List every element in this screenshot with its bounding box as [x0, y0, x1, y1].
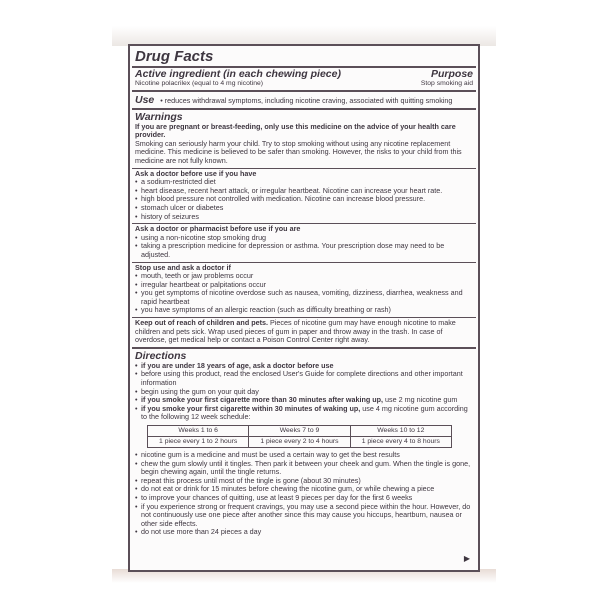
list-item: • before using this product, read the enclosed User's Guide for complete directions and other important information: [135, 370, 473, 387]
directions-more-list: [135, 451, 473, 537]
table-cell: 1 piece every 4 to 8 hours: [350, 437, 451, 448]
list-item: • heart disease, recent heart attack, or irregular heartbeat. Nicotine can increase your heart rate.: [135, 187, 473, 196]
table-cell: 1 piece every 1 to 2 hours: [148, 437, 249, 448]
list-item: • do not eat or drink for 15 minutes before chewing the nicotine gum, or while chewing a piece: [135, 485, 473, 494]
drug-facts-panel: [128, 44, 480, 572]
table-cell: 1 piece every 2 to 4 hours: [249, 437, 350, 448]
ask-doctor-list: [135, 178, 473, 221]
ingredient-text: Nicotine polacrilex (equal to 4 mg nicotine): [135, 80, 264, 87]
list-item: • if you experience strong or frequent cravings, you may use a second piece within the hour. However, do not continuously use one piece after another since this may cause you hiccups, heartburn, nausea or other side effects.: [135, 503, 473, 529]
keep-out-text: Pieces of nicotine gum may have enough nicotine to make children and pets sick. Wrap used pieces of gum in paper and throw away in the trash. In case of overdose, get medical help or contact a Poison Control Center right away.: [135, 318, 456, 345]
list-item: • you get symptoms of nicotine overdose such as nausea, vomiting, dizziness, diarrhea, weakness and rapid heartbeat: [135, 289, 473, 306]
table-cell: Weeks 1 to 6: [148, 426, 249, 437]
stop-use-heading: Stop use and ask a doctor if: [135, 262, 231, 272]
directions-heading: Directions: [135, 349, 187, 362]
purpose-text: Stop smoking aid: [420, 80, 473, 87]
dosing-schedule-table: [147, 425, 452, 448]
ask-doctor-section: [135, 169, 473, 224]
use-section: [135, 92, 473, 108]
table-cell: Weeks 7 to 9: [249, 426, 350, 437]
use-text-row: • reduces withdrawal symptoms, including nicotine craving, associated with quitting smoking: [160, 95, 453, 105]
list-item: • do not use more than 24 pieces a day: [135, 528, 473, 537]
pregnant-warning-bold: If you are pregnant or breast-feeding, only use this medicine on the advice of your health care provider.: [135, 121, 456, 140]
active-ingredient-header: [135, 68, 473, 80]
warnings-section: [135, 110, 473, 168]
table-cell: Weeks 10 to 12: [350, 426, 451, 437]
ask-pharmacist-section: [135, 224, 473, 261]
list-item: • a sodium-restricted diet: [135, 178, 473, 187]
directions-list: [135, 362, 473, 422]
box-top-shadow: [112, 26, 496, 46]
table-row: [148, 426, 452, 437]
pregnant-warning-text: Smoking can seriously harm your child. Try to stop smoking without using any nicotine replacement medicine. This medicine is believed to be safer than smoking. However, the risks to your child from this medicine are not fully known.: [135, 138, 462, 165]
ask-doctor-heading: Ask a doctor before use if you have: [135, 168, 257, 178]
list-item: • stomach ulcer or diabetes: [135, 204, 473, 213]
drug-facts-title: Drug Facts: [135, 48, 214, 65]
stop-use-list: [135, 272, 473, 315]
list-item: • if you are under 18 years of age, ask a doctor before use: [135, 362, 473, 371]
use-heading: Use: [135, 93, 155, 106]
list-item: • nicotine gum is a medicine and must be used a certain way to get the best results: [135, 451, 473, 460]
list-item: • history of seizures: [135, 213, 473, 222]
ask-pharmacist-heading: Ask a doctor or pharmacist before use if you are: [135, 224, 301, 234]
table-row: [148, 437, 452, 448]
continue-arrow-icon: ▶: [463, 554, 470, 564]
list-item: • repeat this process until most of the tingle is gone (about 30 minutes): [135, 477, 473, 486]
purpose-heading: Purpose: [430, 68, 473, 80]
smoke-more-text: use 2 mg nicotine gum: [385, 395, 458, 405]
list-item: • chew the gum slowly until it tingles. Then park it between your cheek and gum. When the tingle is gone, begin chewing again, until the tingle returns.: [135, 460, 473, 477]
warnings-heading: Warnings: [135, 110, 183, 123]
directions-section: [135, 349, 473, 539]
list-item: • irregular heartbeat or palpitations occur: [135, 281, 473, 290]
ingredient-row: [135, 80, 473, 90]
list-item: • mouth, teeth or jaw problems occur: [135, 272, 473, 281]
use-text: reduces withdrawal symptoms, including nicotine craving, associated with quitting smoking: [164, 95, 453, 105]
list-item: • taking a prescription medicine for depression or asthma. Your prescription dose may need to be adjusted.: [135, 242, 473, 259]
list-item: • using a non-nicotine stop smoking drug: [135, 234, 473, 243]
smoke-more-bold: if you smoke your first cigarette more than 30 minutes after waking up,: [141, 395, 384, 405]
stop-use-section: [135, 263, 473, 318]
ask-pharmacist-list: [135, 234, 473, 260]
active-ingredient-heading: Active ingredient (in each chewing piece): [135, 68, 341, 80]
keep-out-bold: Keep out of reach of children and pets.: [135, 318, 268, 328]
keep-out-paragraph: [135, 319, 473, 345]
list-item: • high blood pressure not controlled with medication. Nicotine can increase blood pressure.: [135, 195, 473, 204]
smoke-within-text: use 4 mg nicotine gum according to the following 12 week schedule:: [141, 403, 468, 422]
smoke-within-bold: if you smoke your first cigarette within 30 minutes of waking up,: [141, 403, 361, 413]
list-item: • to improve your chances of quitting, use at least 9 pieces per day for the first 6 weeks: [135, 494, 473, 503]
list-item: • you have symptoms of an allergic reaction (such as difficulty breathing or rash): [135, 306, 473, 315]
list-item: • begin using the gum on your quit day: [135, 388, 473, 397]
list-item: [135, 405, 473, 422]
keep-out-section: [135, 318, 473, 347]
